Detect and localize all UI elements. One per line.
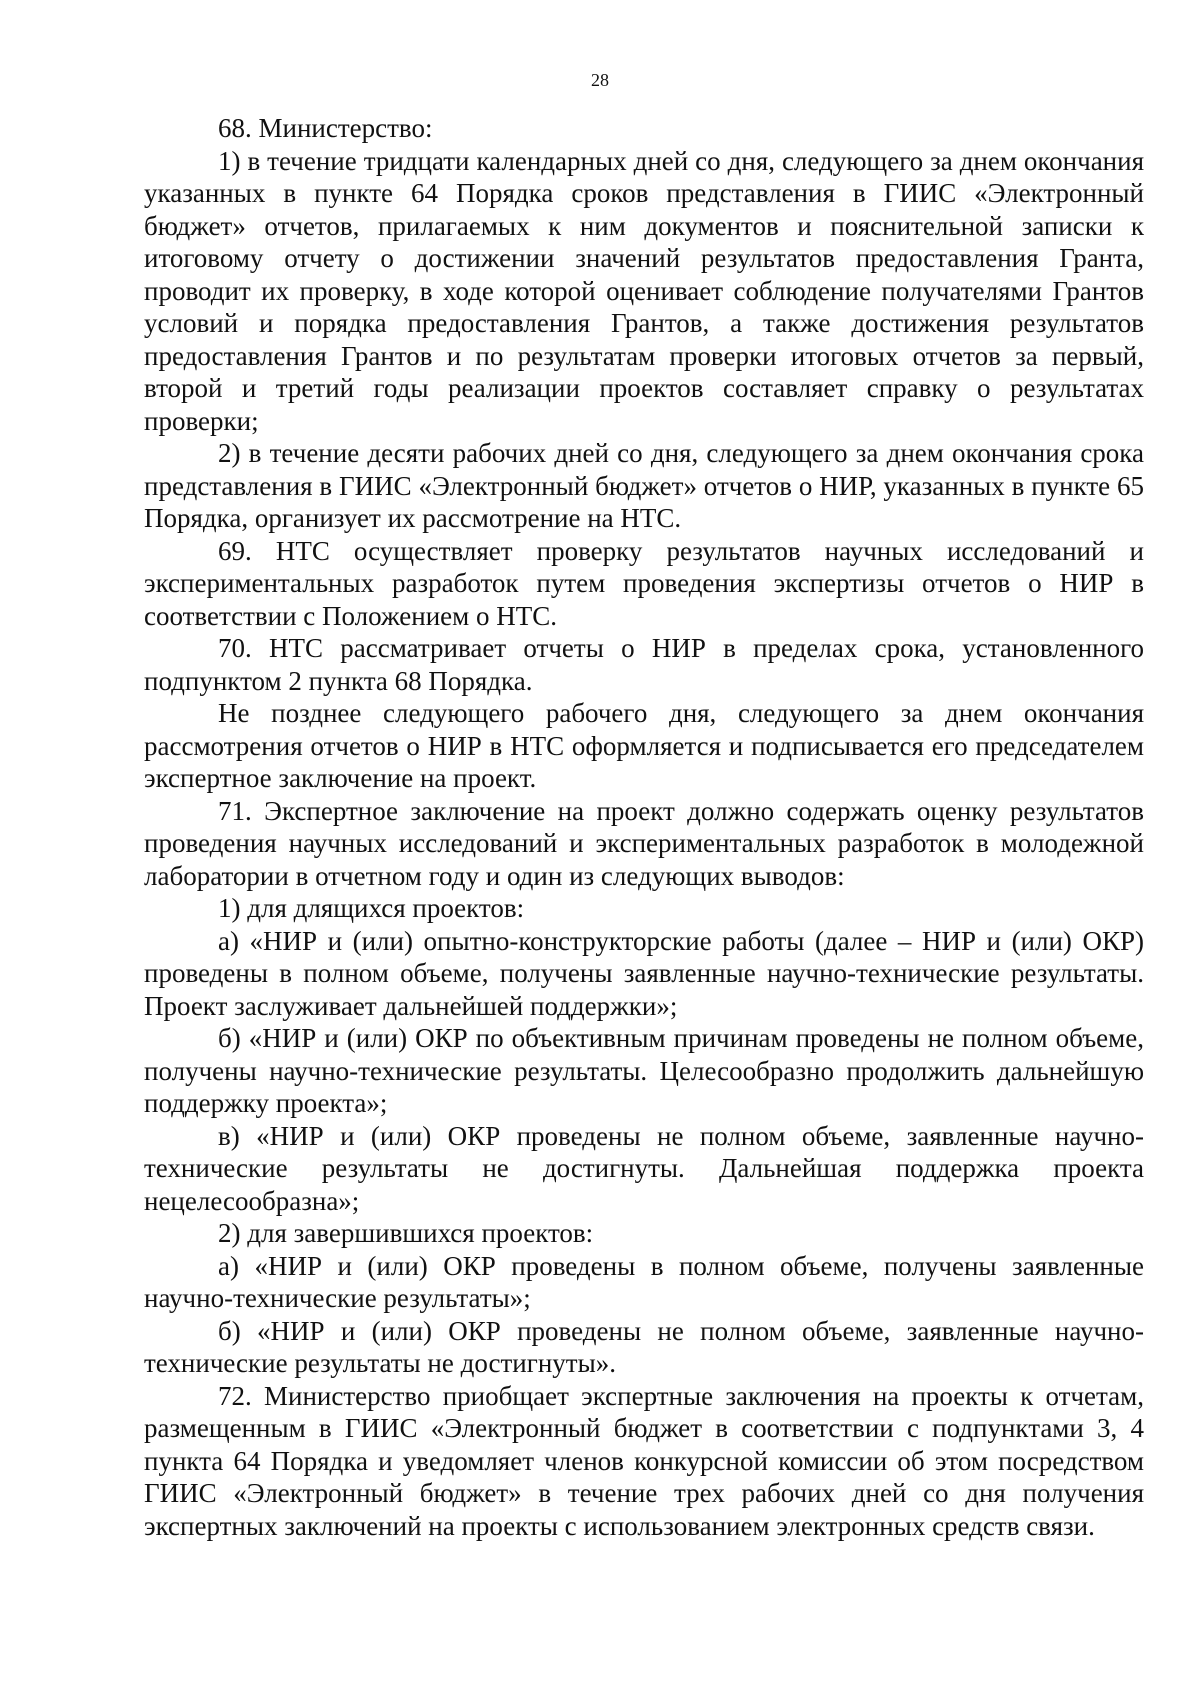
paragraph-71-2-b: б) «НИР и (или) ОКР проведены не полном объеме, заявленные научно-технические результаты не достигнуты». xyxy=(144,1315,1144,1378)
paragraph-72: 72. Министерство приобщает экспертные заключения на проекты к отчетам, размещенным в ГИИС «Электронный бюджет в соответствии с подпунктами 3, 4 пункта 64 Порядка и уведомляет членов конкурсной комиссии об этом посредством ГИИС «Электронный бюджет» в течение трех рабочих дней со дня получения экспертных заключений на проекты с использованием электронных средств связи. xyxy=(144,1380,1144,1541)
paragraph-71-1: 1) для длящихся проектов: xyxy=(218,893,525,923)
paragraph-71-2: 2) для завершившихся проектов: xyxy=(218,1218,594,1248)
paragraph-69: 69. НТС осуществляет проверку результатов научных исследований и экспериментальных разработок путем проведения экспертизы отчетов о НИР в соответствии с Положением о НТС. xyxy=(144,535,1144,631)
paragraph-71-1-b: б) «НИР и (или) ОКР по объективным причинам проведены не полном объеме, получены научно-технические результаты. Целесообразно продолжить дальнейшую поддержку проекта»; xyxy=(144,1023,1144,1118)
paragraph-71-2-a: а) «НИР и (или) ОКР проведены в полном объеме, получены заявленные научно-технические результаты»; xyxy=(144,1250,1144,1313)
paragraph-70-cont: Не позднее следующего рабочего дня, следующего за днем окончания рассмотрения отчетов о НИР в НТС оформляется и подписывается его председателем экспертное заключение на проект. xyxy=(144,698,1144,793)
document-body xyxy=(144,112,1144,1542)
paragraph-68: 68. Министерство: xyxy=(218,113,433,143)
paragraph-71-1-v: в) «НИР и (или) ОКР проведены не полном объеме, заявленные научно-технические результаты не достигнуты. Дальнейшая поддержка проекта нецелесообразна»; xyxy=(144,1120,1144,1216)
paragraph-71-1-a: а) «НИР и (или) опытно-конструкторские работы (далее – НИР и (или) ОКР) проведены в полном объеме, получены заявленные научно-технические результаты. Проект заслуживает дальнейшей поддержки»; xyxy=(144,925,1144,1021)
paragraph-70: 70. НТС рассматривает отчеты о НИР в пределах срока, установленного подпунктом 2 пункта 68 Порядка. xyxy=(144,633,1144,696)
paragraph-71: 71. Экспертное заключение на проект должно содержать оценку результатов проведения научных исследований и экспериментальных разработок в молодежной лаборатории в отчетном году и один из следующих выводов: xyxy=(144,795,1144,891)
paragraph-68-1: 1) в течение тридцати календарных дней со дня, следующего за днем окончания указанных в пункте 64 Порядка сроков представления в ГИИС «Электронный бюджет» отчетов, прилагаемых к ним документов и пояснительной записки к итоговому отчету о достижении значений результатов предоставления Гранта, проводит их проверку, в ходе которой оценивает соблюдение получателями Грантов условий и порядка предоставления Грантов, а также достижения результатов предоставления Грантов и по результатам проверки итоговых отчетов за первый, второй и третий годы реализации проектов составляет справку о результатах проверки; xyxy=(144,145,1144,436)
page-number: 28 xyxy=(591,70,609,90)
paragraph-68-2: 2) в течение десяти рабочих дней со дня, следующего за днем окончания срока представления в ГИИС «Электронный бюджет» отчетов о НИР, указанных в пункте 65 Порядка, организует их рассмотрение на НТС. xyxy=(144,438,1144,533)
